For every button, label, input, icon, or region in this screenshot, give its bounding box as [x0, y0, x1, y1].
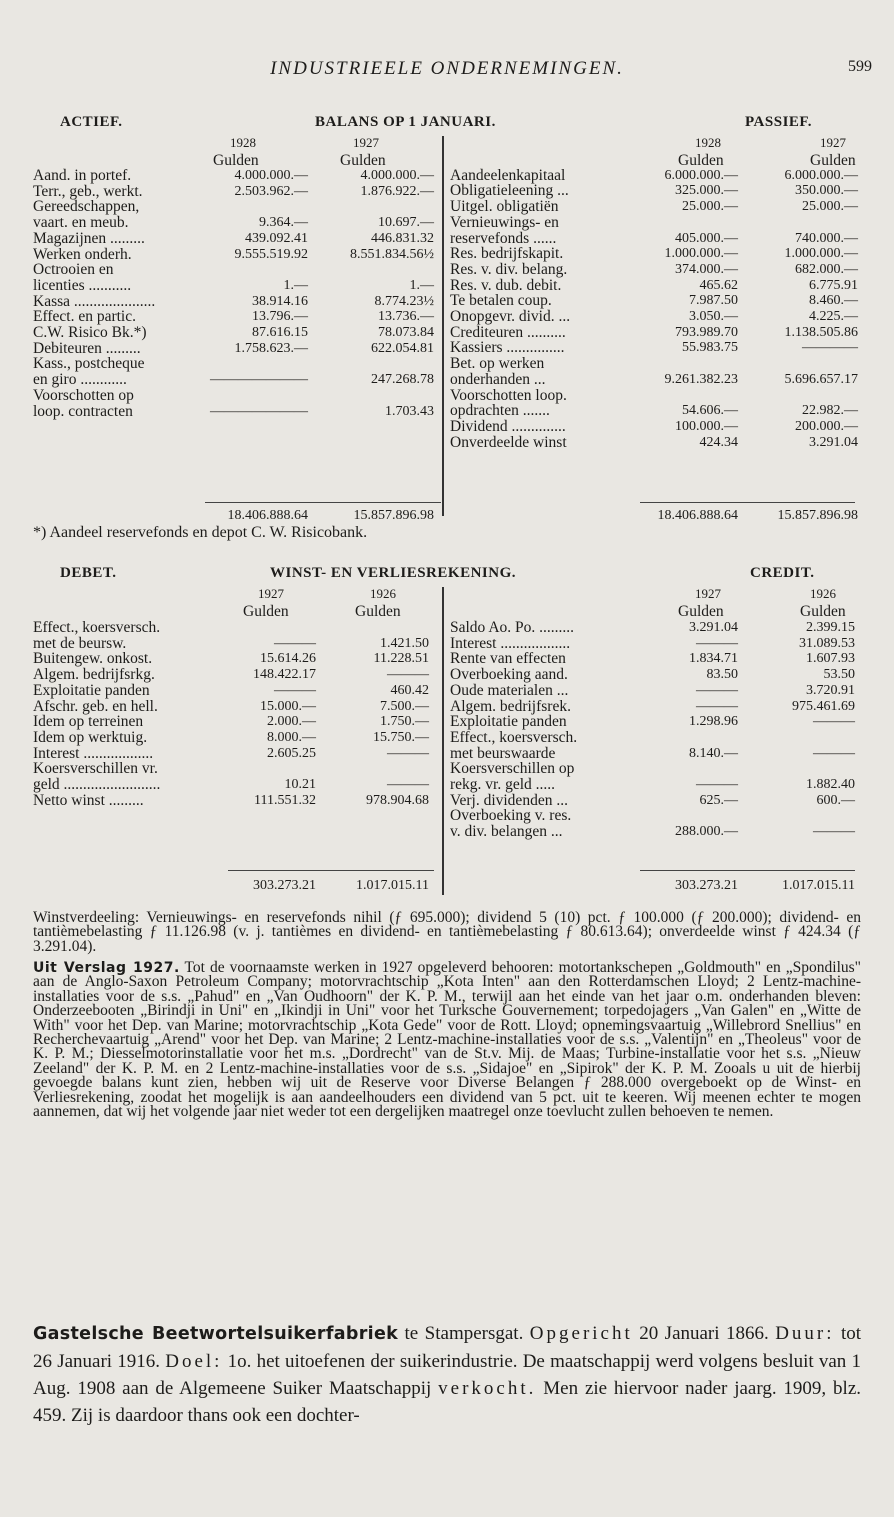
row-label: Koersverschillen vr.: [33, 760, 158, 778]
row-label: Te betalen coup.: [450, 292, 552, 310]
row-label: Effect. en partic.: [33, 308, 136, 326]
opgericht-label: Opgericht: [529, 1323, 633, 1344]
row-value-b: 740.000.—: [795, 230, 858, 246]
row-label: Onopgevr. divid. ...: [450, 308, 571, 325]
row-value-a: ———: [696, 698, 738, 714]
table-row: [33, 184, 443, 200]
wv-right-cur-a: Gulden: [678, 603, 724, 620]
opgericht-date: 20 Januari 1866.: [632, 1323, 776, 1344]
row-label: licenties ...........: [33, 276, 132, 294]
row-value-a: 288.000.—: [675, 824, 738, 840]
table-row: [450, 246, 870, 262]
table-row: [33, 388, 443, 404]
table-row: [450, 372, 870, 388]
table-row: [33, 404, 443, 420]
table-row: [450, 620, 870, 636]
wv-right-total-b: 1.017.015.11: [782, 878, 855, 893]
row-label: Terr., geb., werkt.: [33, 182, 143, 200]
row-value-b: 8.460.—: [809, 293, 858, 309]
row-value-a: 15.000.—: [260, 698, 316, 714]
row-value-b: 350.000.—: [795, 183, 858, 199]
table-row: [450, 293, 870, 309]
row-value-a: ———————: [210, 403, 308, 419]
table-row: [450, 231, 870, 247]
row-label: Koersverschillen op: [450, 760, 575, 778]
bal-left-year-b: 1927: [353, 135, 379, 150]
actief-label: ACTIEF.: [60, 114, 123, 130]
row-value-a: 1.298.96: [689, 714, 738, 730]
bal-left-total-b: 15.857.896.98: [353, 508, 434, 523]
row-label: met de beursw.: [33, 634, 127, 652]
table-row: [450, 730, 870, 746]
row-value-a: 465.62: [699, 277, 738, 293]
table-row: [450, 199, 870, 215]
row-value-a: 54.606.—: [682, 403, 738, 419]
row-label: Verj. dividenden ...: [450, 791, 568, 809]
row-value-a: 1.758.623.—: [234, 340, 308, 356]
row-value-b: 4.225.—: [809, 309, 858, 324]
row-value-b: 4.000.000.—: [360, 168, 434, 183]
row-label: Crediteuren ..........: [450, 323, 566, 341]
row-value-a: 8.000.—: [267, 729, 316, 745]
wv-left-total-rule: [228, 870, 434, 871]
duur-text: tot 26 Januari 1916.: [33, 1323, 862, 1372]
bal-right-year-a: 1928: [695, 135, 721, 150]
table-row: [33, 636, 443, 652]
row-value-a: ———————: [210, 372, 308, 388]
balance-title: BALANS OP 1 JANUARI.: [315, 114, 496, 130]
row-label: Buitengew. onkost.: [33, 650, 153, 668]
verkocht-label: verkocht.: [438, 1378, 537, 1399]
row-value-a: 10.21: [284, 777, 316, 792]
row-label: Rente van effecten: [450, 650, 566, 668]
row-label: Overboeking v. res.: [450, 807, 572, 825]
row-label: Idem op werktuig.: [33, 728, 148, 746]
wv-right-cur-b: Gulden: [800, 603, 846, 620]
row-value-a: 83.50: [706, 667, 738, 683]
row-value-b: ———: [387, 777, 429, 792]
table-row: [450, 667, 870, 683]
row-value-b: 1.750.—: [380, 714, 429, 730]
table-row: [450, 278, 870, 294]
row-value-b: 15.750.—: [373, 729, 429, 745]
row-value-a: 4.000.000.—: [234, 168, 308, 183]
row-label: Exploitatie panden: [33, 681, 150, 699]
row-label: Effect., koersversch.: [33, 619, 161, 636]
row-value-a: 8.140.—: [689, 745, 738, 761]
table-row: [450, 388, 870, 404]
row-label: Res. bedrijfskapit.: [450, 245, 564, 263]
row-label: geld .........................: [33, 776, 161, 793]
row-value-b: 1.703.43: [385, 403, 434, 419]
table-row: [450, 699, 870, 715]
wv-right-year-b: 1926: [810, 586, 836, 601]
row-value-a: 9.555.519.92: [234, 246, 308, 262]
table-row: [450, 651, 870, 667]
table-row: [33, 262, 443, 278]
row-value-b: 3.291.04: [809, 434, 858, 450]
row-label: Onverdeelde winst: [450, 433, 567, 451]
row-label: Voorschotten op: [33, 386, 134, 404]
page-number: 599: [848, 58, 872, 75]
row-value-b: 2.399.15: [806, 620, 855, 635]
row-label: vaart. en meub.: [33, 214, 129, 232]
table-row: [33, 231, 443, 247]
row-value-b: 10.697.—: [378, 215, 434, 231]
row-label: Kassa .....................: [33, 292, 156, 310]
wv-left-year-a: 1927: [258, 586, 284, 601]
row-value-a: 38.914.16: [252, 293, 308, 309]
row-value-a: 625.—: [699, 792, 738, 808]
row-value-a: 25.000.—: [682, 199, 738, 215]
row-value-a: 9.364.—: [259, 215, 308, 231]
wv-right-total-a: 303.273.21: [675, 878, 738, 893]
duur-label: Duur:: [775, 1323, 835, 1344]
table-row: [33, 247, 443, 263]
row-value-b: 22.982.—: [802, 403, 858, 419]
table-row: [450, 683, 870, 699]
row-label: Bet. op werken: [450, 355, 545, 373]
bal-right-cur-b: Gulden: [810, 152, 856, 169]
row-value-b: 78.073.84: [378, 325, 434, 340]
table-row: [33, 620, 443, 636]
row-value-b: 1.000.000.—: [784, 246, 858, 262]
row-value-a: 374.000.—: [675, 261, 738, 277]
row-value-a: 15.614.26: [260, 651, 316, 667]
table-row: [450, 340, 870, 356]
company-name: Gastelsche Beetwortelsuikerfabriek: [33, 1324, 399, 1344]
row-value-b: 682.000.—: [795, 261, 858, 277]
table-row: [450, 356, 870, 372]
row-label: Idem op terreinen: [33, 713, 144, 731]
wv-left-cur-a: Gulden: [243, 603, 289, 620]
table-row: [33, 777, 443, 793]
wv-left-cur-b: Gulden: [355, 603, 401, 620]
table-row: [33, 215, 443, 231]
bal-left-total-a: 18.406.888.64: [227, 508, 308, 523]
row-value-b: 1.882.40: [806, 777, 855, 792]
table-row: [450, 168, 870, 184]
row-label: Kass., postcheque: [33, 355, 145, 373]
credit-label: CREDIT.: [750, 565, 815, 581]
row-value-a: 7.987.50: [689, 293, 738, 309]
row-label: Res. v. dub. debit.: [450, 276, 562, 294]
row-value-a: ———: [696, 682, 738, 698]
row-value-b: 11.228.51: [373, 651, 429, 667]
wv-left-year-b: 1926: [370, 586, 396, 601]
table-row: [450, 152, 870, 168]
wv-title: WINST- EN VERLIESREKENING.: [270, 565, 516, 581]
row-value-b: 3.720.91: [806, 682, 855, 698]
company-tail: Men zie hiervoor nader jaarg. 1909, blz. 459. Zij is daardoor thans ook een dochter-: [33, 1378, 861, 1426]
row-label: Uitgel. obligatiën: [450, 198, 559, 216]
row-value-a: 439.092.41: [245, 230, 308, 246]
row-value-a: ———: [274, 635, 316, 651]
table-row: [450, 419, 870, 435]
row-label: Oude materialen ...: [450, 681, 569, 699]
row-label: loop. contracten: [33, 402, 133, 420]
row-label: en giro ............: [33, 371, 127, 389]
bal-left-year-a: 1928: [230, 135, 256, 150]
row-label: Gereedschappen,: [33, 198, 140, 216]
row-label: Aandeelenkapitaal: [450, 166, 566, 184]
row-value-b: 13.736.—: [378, 309, 434, 325]
row-label: Afschr. geb. en hell.: [33, 697, 158, 715]
table-row: [450, 262, 870, 278]
table-row: [33, 309, 443, 325]
wv-left-total-b: 1.017.015.11: [356, 878, 429, 893]
table-row: [33, 278, 443, 294]
row-value-b: 622.054.81: [371, 340, 434, 356]
table-row: [33, 667, 443, 683]
row-label: v. div. belangen ...: [450, 823, 563, 841]
row-value-a: 2.605.25: [267, 745, 316, 761]
row-label: Exploitatie panden: [450, 713, 567, 731]
table-row: [33, 168, 443, 184]
row-value-b: 1.421.50: [380, 635, 429, 651]
row-value-a: 2.503.962.—: [234, 183, 308, 199]
row-label: Effect., koersversch.: [450, 728, 578, 746]
row-label: Debiteuren .........: [33, 339, 141, 357]
table-row: [33, 714, 443, 730]
wv-right-year-a: 1927: [695, 586, 721, 601]
row-value-b: 1.—: [409, 277, 434, 293]
row-label: Dividend ..............: [450, 417, 566, 435]
row-value-b: ———: [813, 714, 855, 730]
table-row: [450, 777, 870, 793]
table-row: [450, 183, 870, 199]
row-label: Vernieuwings- en: [450, 213, 559, 231]
row-value-a: 87.616.15: [252, 325, 308, 340]
passief-label: PASSIEF.: [745, 114, 812, 130]
row-value-a: 100.000.—: [675, 418, 738, 434]
row-value-b: 1.876.922.—: [360, 183, 434, 199]
row-label: rekg. vr. geld .....: [450, 776, 556, 793]
row-label: Res. v. div. belang.: [450, 260, 568, 278]
row-value-a: 1.834.71: [689, 651, 738, 667]
row-label: Kassiers ...............: [450, 339, 565, 357]
row-value-b: 53.50: [823, 667, 855, 683]
row-value-b: ———: [387, 745, 429, 761]
row-value-b: 975.461.69: [792, 698, 855, 714]
table-row: [33, 793, 443, 809]
row-value-b: 6.775.91: [809, 277, 858, 293]
row-value-b: ———: [813, 745, 855, 761]
table-row: [450, 403, 870, 419]
bal-right-total-a: 18.406.888.64: [657, 508, 738, 523]
row-value-a: ———: [696, 777, 738, 792]
company-entry: [33, 1320, 861, 1429]
bal-right-cur-a: Gulden: [678, 152, 724, 169]
row-value-b: 200.000.—: [795, 418, 858, 434]
table-row: [33, 651, 443, 667]
row-label: opdrachten .......: [450, 402, 550, 420]
row-label: C.W. Risico Bk.*): [33, 324, 147, 341]
row-value-a: 6.000.000.—: [664, 167, 738, 183]
row-label: Algem. bedrijfsrek.: [450, 697, 571, 715]
debet-label: DEBET.: [60, 565, 117, 581]
bal-right-year-b: 1927: [820, 135, 846, 150]
verslag-paragraph: [33, 961, 861, 1119]
row-value-a: 793.989.70: [675, 324, 738, 340]
row-label: Voorschotten loop.: [450, 386, 567, 404]
table-row: [450, 636, 870, 652]
row-value-b: 1.607.93: [806, 651, 855, 667]
row-label: Magazijnen .........: [33, 229, 145, 247]
table-row: [450, 808, 870, 824]
table-row: [33, 199, 443, 215]
table-row: [450, 761, 870, 777]
row-value-b: 247.268.78: [371, 372, 434, 388]
row-value-a: 111.551.32: [254, 792, 316, 808]
row-value-a: 2.000.—: [267, 714, 316, 730]
table-row: [450, 793, 870, 809]
table-row: [33, 341, 443, 357]
table-row: [33, 699, 443, 715]
table-row: [33, 294, 443, 310]
row-value-b: 446.831.32: [371, 230, 434, 246]
row-value-a: 325.000.—: [675, 183, 738, 199]
row-value-b: 8.774.23½: [374, 293, 434, 309]
verslag-label: Uit Verslag 1927.: [33, 960, 180, 976]
row-value-b: 31.089.53: [799, 635, 855, 651]
bal-left-total-rule: [205, 502, 441, 503]
wv-right-total-rule: [640, 870, 855, 871]
row-value-a: 3.050.—: [689, 309, 738, 324]
running-header: INDUSTRIEELE ONDERNEMINGEN.: [270, 58, 624, 79]
row-label: Obligatieleening ...: [450, 182, 569, 200]
row-label: Saldo Ao. Po. .........: [450, 619, 575, 636]
row-label: Netto winst .........: [33, 791, 144, 809]
table-row: [450, 325, 870, 341]
table-row: [33, 356, 443, 372]
table-row: [450, 824, 870, 840]
table-row: [450, 746, 870, 762]
row-value-a: 3.291.04: [689, 620, 738, 635]
row-label: Werken onderh.: [33, 245, 132, 263]
row-value-b: 600.—: [816, 792, 855, 808]
table-row: [450, 215, 870, 231]
balance-footnote: *) Aandeel reservefonds en depot C. W. Risicobank.: [33, 524, 368, 541]
row-label: onderhanden ...: [450, 370, 546, 388]
row-value-a: ———: [696, 635, 738, 651]
table-row: [33, 325, 443, 341]
row-value-b: ———: [387, 667, 429, 683]
row-label: met beurswaarde: [450, 744, 556, 762]
wv-left-total-a: 303.273.21: [253, 878, 316, 893]
doel-label: Doel:: [165, 1351, 223, 1372]
row-value-b: 7.500.—: [380, 698, 429, 714]
company-location: te Stampersgat.: [398, 1323, 530, 1344]
row-label: Algem. bedrijfsrkg.: [33, 666, 155, 684]
row-value-b: 25.000.—: [802, 199, 858, 215]
row-value-b: 978.904.68: [366, 792, 429, 808]
table-row: [33, 761, 443, 777]
row-value-b: 1.138.505.86: [784, 324, 858, 340]
row-label: reservefonds ......: [450, 229, 557, 247]
row-value-a: 55.983.75: [682, 340, 738, 356]
verslag-text: Tot de voornaamste werken in 1927 opgeleverd behooren: motortankschepen „Goldmouth" en „Spondilus" aan de Anglo-Saxon Petroleum Company; motorvrachtschip „Kota Inten" aan den Rotterdamschen Lloyd; 2 Lentz-machine-installaties voor de s.s. „Pahud" en „Van Oudhoorn" der K. P. M., terwijl aan het einde van het jaar o.m. onderhanden bleven: Onderzeebooten „Birindji in Uni" en „Ikindji in Uni" voor het Turksche Gouvernement; torpedojagers „Van Galen" en „Witte de With" voor het Dep. van Marine; motorvrachtschip „Kota Gede" voor de Rott. Lloyd; opnemingsvaartuig „Willebrord Snellius" en Recherchevaartuig „Arend" voor het Dep. van Marine; 2 Lentz-machine-installaties voor de s.s. „Valentijn" en „Theoleus" voor de K. P. M.; Diesselmotorinstallatie voor het m.s. „Dordrecht" van de St.v. Mij. de Maas; Turbine-installatie voor het s.s. „Nieuw Zeeland" der K. P. M. en 2 Lentz-machine-installaties voor de s.s. „Sidajoe" en „Sipirok" der K. P. M. Zooals u uit de hierbij gevoegde balans kunt zien, hebben wij uit de Reserve voor Diverse Belangen ƒ 288.000 overgeboekt op de Winst- en Verliesrekening, zoodat het mogelijk is aan aandeelhouders een dividend van 5 pct. uit te keeren. Wij meenen echter te mogen aannemen, dat wij het volgende jaar niet weder tot een dergelijken maatregel onze toevlucht zullen behoeven te nemen.: [33, 959, 861, 1121]
bal-right-total-rule: [640, 502, 855, 503]
row-value-a: 1.000.000.—: [664, 246, 738, 262]
row-value-a: 424.34: [699, 434, 738, 450]
bal-right-total-b: 15.857.896.98: [777, 508, 858, 523]
row-value-a: 405.000.—: [675, 230, 738, 246]
row-label: Octrooien en: [33, 261, 114, 279]
row-value-b: ————: [802, 340, 858, 356]
row-value-b: 5.696.657.17: [784, 371, 858, 387]
row-value-a: 9.261.382.23: [664, 371, 738, 387]
table-row: [33, 730, 443, 746]
row-value-a: 148.422.17: [253, 667, 316, 683]
row-value-b: 6.000.000.—: [784, 167, 858, 183]
table-row: [450, 714, 870, 730]
row-value-a: ———: [274, 682, 316, 698]
row-label: Overboeking aand.: [450, 666, 568, 684]
bal-left-cur-a: Gulden: [213, 152, 259, 169]
row-label: Interest ..................: [33, 744, 154, 762]
row-label: Interest ..................: [450, 634, 571, 652]
row-value-a: 13.796.—: [252, 309, 308, 325]
bal-left-cur-b: Gulden: [340, 152, 386, 169]
row-label: Aand. in portef.: [33, 167, 132, 184]
winstverdeeling-paragraph: Winstverdeeling: Vernieuwings- en reservefonds nihil (ƒ 695.000); dividend 5 (10) pct. ƒ 100.000 (ƒ 200.000); dividend- en tantièmebelasting ƒ 11.126.98 (v. j. tantièmes en dividend- en tantièmebelasting ƒ 80.613.64); onverdeelde winst ƒ 424.34 (ƒ 3.291.04).: [33, 909, 861, 955]
row-value-b: ———: [813, 824, 855, 840]
table-row: [33, 683, 443, 699]
row-value-a: 1.—: [283, 277, 308, 293]
table-row: [450, 309, 870, 325]
row-value-b: 460.42: [390, 682, 429, 698]
table-row: [33, 746, 443, 762]
row-value-b: 8.551.834.56½: [350, 246, 434, 262]
table-row: [450, 435, 870, 451]
doel-text: 1o. het uitoefenen der suikerindustrie. De maatschappij werd volgens besluit van 1 Aug. 1908 aan de Algemeene Suiker Maatschappij: [33, 1351, 861, 1399]
table-row: [33, 372, 443, 388]
